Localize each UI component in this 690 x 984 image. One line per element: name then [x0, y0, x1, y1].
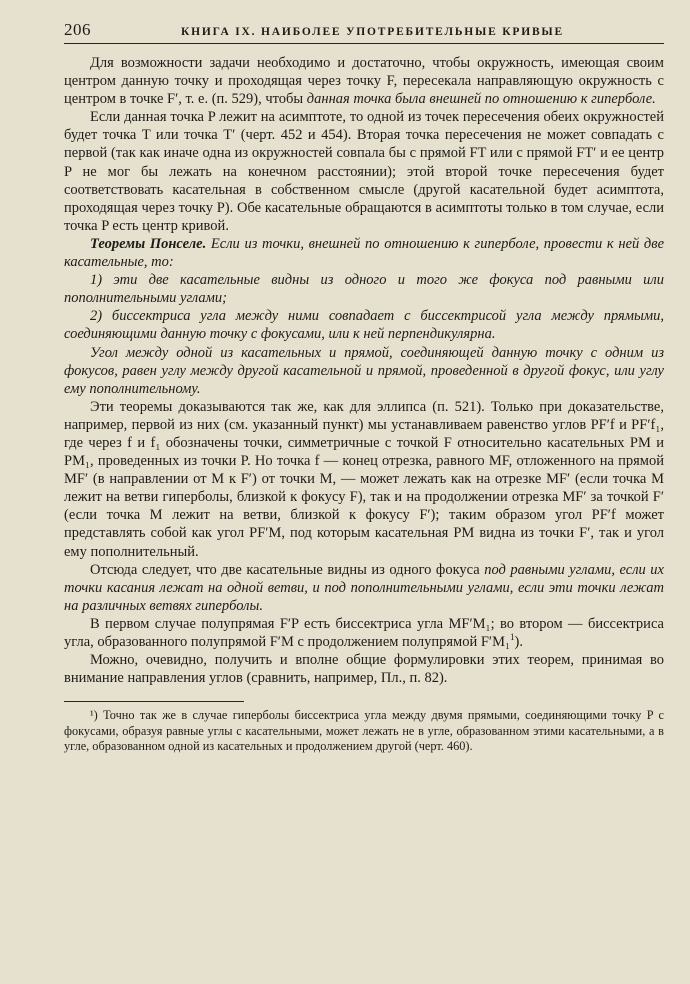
paragraph-1 — [64, 54, 664, 108]
paragraph-bisector — [64, 615, 664, 651]
paragraph-proof: Эти теоремы доказываются так же, как для эллипса (п. 521). Только при доказательстве, например, первой из них (см. указанный пункт) мы устанавливаем равенство углов PF′f и PF′f₁, где через f и f₁ обозначены точки, симметричные с точкой F относительно касательных PM и PM₁, проведенных из точки P. Но точка f — конец отрезка, равного MF, отложенного на прямой MF′ (в направлении от M к F′) от точки M, — может лежать как на отрезке MF′ (если точка M лежит на ветви гиперболы, близкой к фокусу F), так и на продолжении отрезка MF′ за точкой F′ (если точка M лежит на ветви, близкой к фокусу F′); таким образом угол PF′f может представлять собой как угол PF′M, под которым касательная PM видна из точки F′, так и угол ему пополнительный. — [64, 398, 664, 560]
paragraph-conclusion-emphasis: под равными углами, если их точки касания лежат на одной ветви, и под пополнительными углами, если эти точки лежат на различных ветвях гиперболы. — [64, 561, 664, 614]
theorem-statement: Если из точки, внешней по отношению к гиперболе, провести к ней две касательные, то: — [64, 235, 664, 271]
paragraph-1-emphasis: данная точка была внешней по отношению к гиперболе. — [306, 91, 656, 108]
paragraph-1-text: Для возможности задачи необходимо и достаточно, чтобы окружность, имеющая своим центром данную точку и проходящая через точку F, пересекала направляющую окружность с центром в точке F′, т. е. (п. 529), чтобы — [64, 55, 664, 108]
paragraph-3 — [64, 235, 664, 271]
footnote-text: Точно так же в случае гиперболы биссектриса угла между двумя прямыми, соединяющими точку P с фокусами, образуя равные углы с касательными, может лежать не в угле, образованном этими касательными, а в угле, образованном одной из касательных и продолжением другой (черт. 460). — [64, 708, 664, 754]
footnote-reference: 1 — [510, 632, 515, 643]
theorem-item-2: 2) биссектриса угла между ними совпадает с биссектрисой угла между прямыми, соединяющими данную точку с фокусами, или к ней перпендикулярна. — [64, 308, 664, 343]
paragraph-2: Если данная точка P лежит на асимптоте, то одной из точек пересечения обеих окружностей будет точка T или точка T′ (черт. 452 и 454). Вторая точка пересечения не может совпадать с первой (так как иначе одна из окружностей совпала бы с прямой FT или с прямой FT′ и ее центр P не мог бы лежать на конечном расстоянии); этой второй точке пересечения будет соответствовать касательная в собственном смысле (другой касательной будет асимптота, проходящая через точку P). Обе касательные обращаются в асимптоты только в том случае, если точка P есть центр кривой. — [64, 109, 664, 234]
theorem-corollary: Угол между одной из касательных и прямой, соединяющей данную точку с одним из фокусов, равен углу между другой касательной и прямой, проведенной в другой фокус, или углу ему пополнительному. — [64, 344, 664, 397]
paragraph-bisector-end: ). — [514, 634, 523, 650]
footnote-marker: ¹) — [90, 708, 98, 723]
paragraph-conclusion-text: Отсюда следует, что две касательные видны из одного фокуса — [90, 561, 485, 578]
theorem-heading: Теоремы Понселе. — [90, 235, 207, 252]
footnote-divider — [64, 701, 244, 702]
footnote — [64, 708, 664, 755]
body-text — [64, 54, 664, 687]
theorem-item-1: 1) эти две касательные видны из одного и того же фокуса под равными или пополнительными углами; — [64, 272, 664, 307]
paragraph-general: Можно, очевидно, получить и вполне общие формулировки этих теорем, принимая во внимание направления углов (сравнить, например, Пл., п. 82). — [64, 652, 664, 687]
paragraph-bisector-text: В первом случае полупрямая F′P есть биссектриса угла MF′M₁; во втором — биссектриса угла, образованного полупрямой F′M с продолжением полупрямой F′M₁ — [64, 615, 664, 650]
running-title: КНИГА IX. НАИБОЛЕЕ УПОТРЕБИТЕЛЬНЫЕ КРИВЫЕ — [180, 26, 564, 38]
page-header — [64, 20, 664, 44]
paragraph-conclusion — [64, 561, 664, 615]
page-number: 206 — [64, 20, 91, 39]
